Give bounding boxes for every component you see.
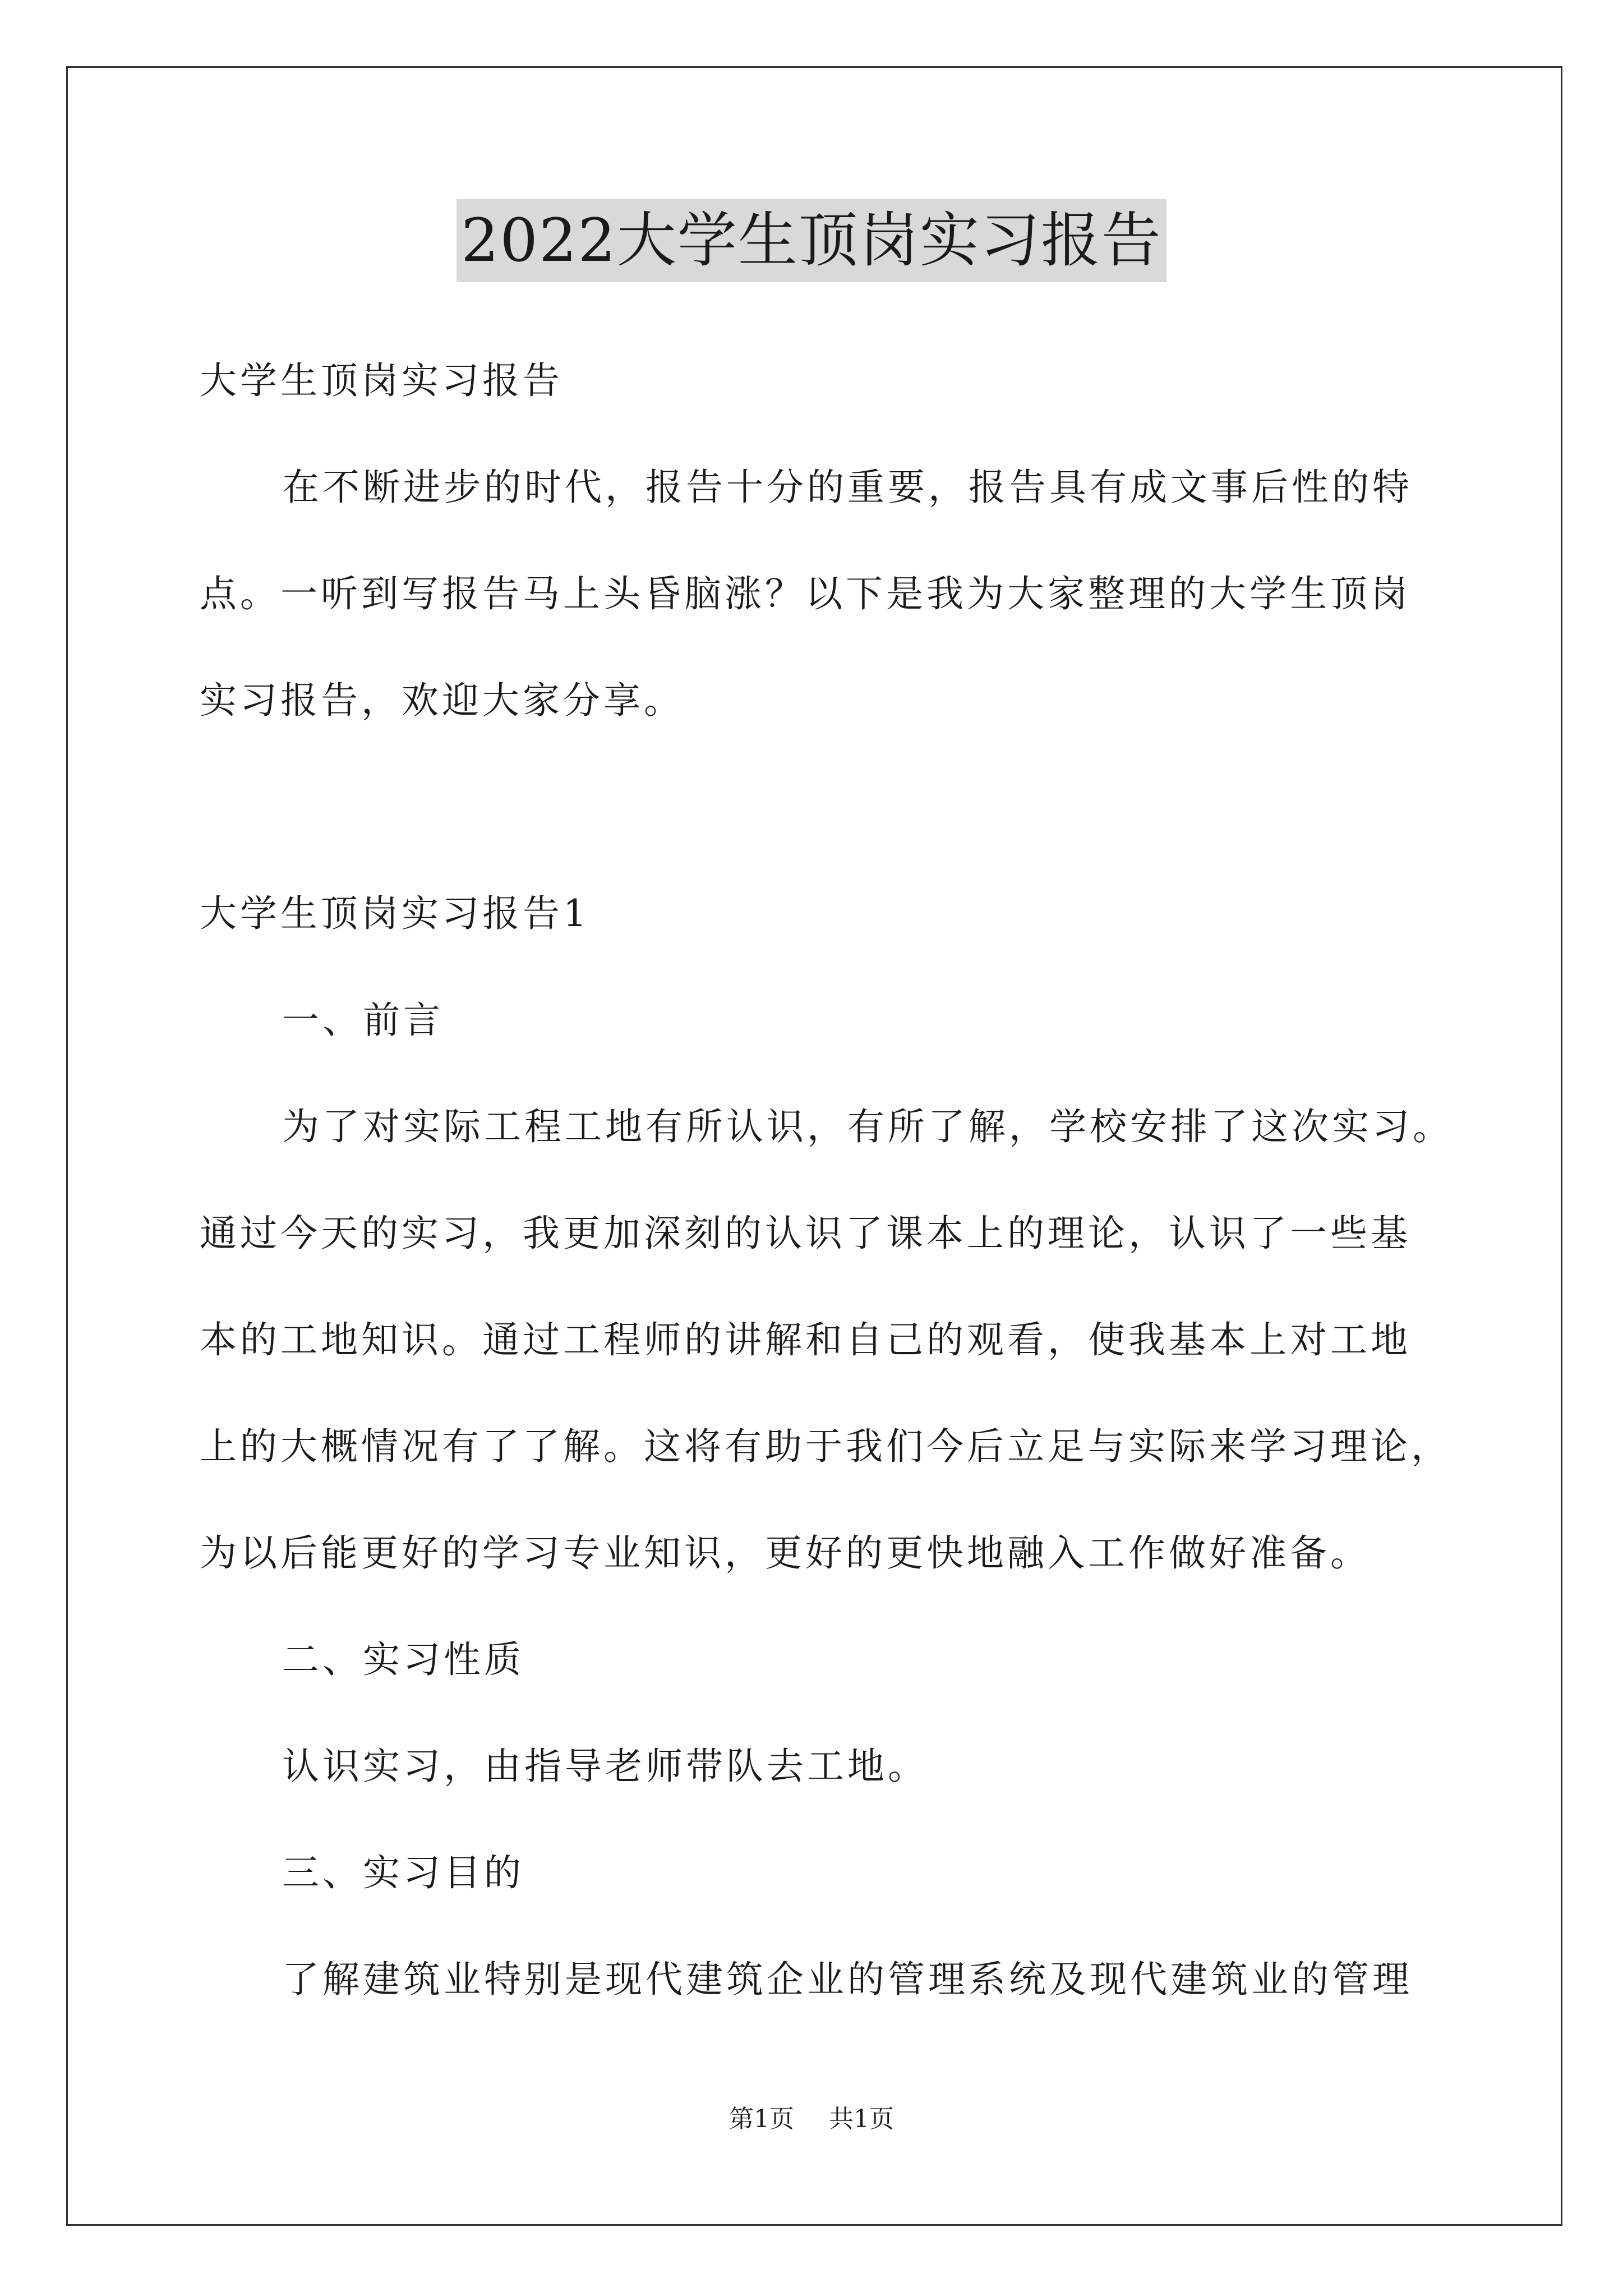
paragraph-line: 实习报告，欢迎大家分享。 [200, 679, 684, 722]
paragraph-line: 为以后能更好的学习专业知识，更好的更快地融入工作做好准备。 [200, 1531, 1371, 1575]
paragraph-line: 了解建筑业特别是现代建筑企业的管理系统及现代建筑业的管理 [282, 1958, 1413, 2001]
subheading-nature: 二、实习性质 [282, 1638, 524, 1681]
paragraph-line: 本的工地知识。通过工程师的讲解和自己的观看，使我基本上对工地 [200, 1318, 1411, 1361]
section-heading: 大学生顶岗实习报告1 [200, 892, 590, 935]
subheading-purpose: 三、实习目的 [282, 1851, 524, 1894]
paragraph-line: 点。一听到写报告马上头昏脑涨？以下是我为大家整理的大学生顶岗 [200, 572, 1411, 615]
paragraph-line: 上的大概情况有了了解。这将有助于我们今后立足与实际来学习理论， [200, 1425, 1451, 1468]
document-title: 2022大学生顶岗实习报告 [457, 199, 1166, 282]
subheading-preface: 一、前言 [282, 999, 444, 1042]
subtitle: 大学生顶岗实习报告 [200, 359, 563, 402]
page-footer [0, 2102, 1623, 2136]
paragraph-line: 在不断进步的时代，报告十分的重要，报告具有成文事后性的特 [282, 466, 1413, 509]
paragraph-line: 通过今天的实习，我更加深刻的认识了课本上的理论，认识了一些基 [200, 1212, 1411, 1255]
title-container [0, 199, 1623, 282]
paragraph-line: 为了对实际工程工地有所认识，有所了解，学校安排了这次实习。 [282, 1105, 1453, 1148]
paragraph-line: 认识实习，由指导老师带队去工地。 [282, 1745, 928, 1788]
page-number-total: 共1页 [829, 2105, 894, 2133]
page-number-current: 第1页 [729, 2105, 794, 2133]
